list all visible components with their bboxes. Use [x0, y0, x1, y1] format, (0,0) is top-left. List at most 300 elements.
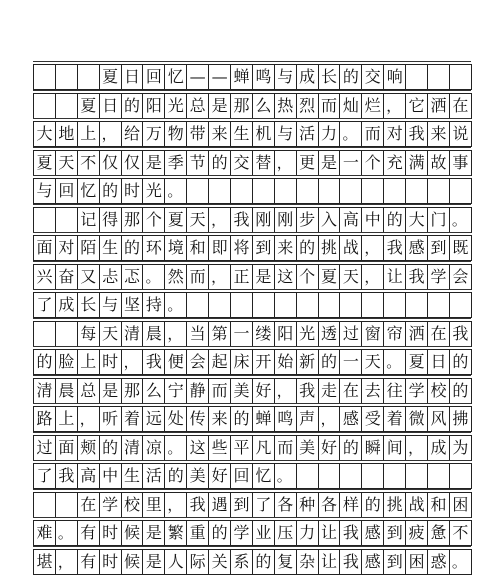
grid-cell [56, 322, 78, 346]
grid-cell: 校 [122, 493, 144, 517]
grid-cell: 感 [406, 236, 428, 260]
grid-cell: 起 [209, 350, 231, 374]
grid-cell: 遇 [209, 493, 231, 517]
grid-cell: 在 [78, 493, 100, 517]
grid-cell: 好 [253, 379, 275, 403]
grid-cell [253, 179, 275, 203]
grid-cell [231, 293, 253, 317]
grid-cell: 我 [406, 265, 428, 289]
grid-cell: 。 [275, 464, 297, 488]
grid-cell [406, 179, 428, 203]
grid-cell: 新 [297, 350, 319, 374]
grid-cell: 即 [209, 236, 231, 260]
grid-cell: 兴 [34, 265, 56, 289]
essay-line [33, 520, 472, 546]
grid-cell: 时 [100, 550, 122, 574]
grid-cell: 更 [297, 151, 319, 175]
grid-cell: 的 [100, 179, 122, 203]
grid-cell: 与 [275, 122, 297, 146]
row-separator [33, 318, 471, 319]
grid-cell: 交 [231, 151, 253, 175]
grid-cell: 不 [78, 151, 100, 175]
grid-cell: 是 [209, 94, 231, 118]
row-separator [33, 289, 471, 290]
grid-cell: 高 [340, 208, 362, 232]
grid-cell: ， [56, 550, 78, 574]
grid-cell: 天 [187, 208, 209, 232]
grid-cell: 的 [209, 521, 231, 545]
grid-cell: 长 [78, 293, 100, 317]
grid-cell [56, 65, 78, 89]
grid-cell: 忐 [100, 265, 122, 289]
grid-cell: 过 [34, 436, 56, 460]
grid-cell: 到 [231, 493, 253, 517]
row-separator [33, 375, 471, 376]
grid-cell: 晨 [143, 322, 165, 346]
grid-cell: 而 [187, 265, 209, 289]
grid-cell [56, 208, 78, 232]
grid-cell: 给 [122, 122, 144, 146]
grid-cell [362, 293, 384, 317]
grid-cell [34, 208, 56, 232]
grid-cell: 美 [297, 436, 319, 460]
grid-cell: 候 [122, 550, 144, 574]
grid-cell: 上 [78, 122, 100, 146]
row-separator [33, 147, 471, 148]
grid-cell: 着 [122, 407, 144, 431]
grid-cell: 堪 [34, 550, 56, 574]
grid-cell: 的 [319, 350, 341, 374]
essay-line [33, 549, 472, 575]
grid-cell: 惑 [428, 550, 450, 574]
grid-cell: 光 [297, 322, 319, 346]
grid-cell: 是 [100, 379, 122, 403]
row-separator [33, 546, 471, 547]
grid-cell: 忑 [122, 265, 144, 289]
grid-cell: 的 [340, 65, 362, 89]
grid-cell: ， [165, 322, 187, 346]
grid-cell: 脸 [56, 350, 78, 374]
grid-cell [297, 464, 319, 488]
grid-cell [209, 293, 231, 317]
essay-line [33, 463, 472, 489]
grid-cell: 回 [143, 65, 165, 89]
grid-cell: 那 [122, 379, 144, 403]
grid-cell: 过 [340, 322, 362, 346]
grid-cell: 好 [209, 464, 231, 488]
grid-cell: 我 [56, 464, 78, 488]
grid-cell: 当 [187, 322, 209, 346]
grid-cell: 来 [275, 236, 297, 260]
grid-cell: 阳 [143, 94, 165, 118]
grid-cell: 而 [275, 436, 297, 460]
grid-cell: 让 [319, 521, 341, 545]
grid-cell: 在 [428, 322, 450, 346]
grid-cell: 人 [165, 550, 187, 574]
grid-cell: 感 [362, 521, 384, 545]
grid-cell: 成 [428, 436, 450, 460]
grid-cell: ， [275, 379, 297, 403]
grid-cell: — [187, 65, 209, 89]
grid-cell: 陌 [78, 236, 100, 260]
grid-cell: 到 [253, 236, 275, 260]
grid-cell: 境 [165, 236, 187, 260]
grid-cell [78, 65, 100, 89]
grid-cell: 一 [231, 322, 253, 346]
grid-cell: 它 [406, 94, 428, 118]
grid-cell: 的 [450, 379, 472, 403]
grid-cell: 候 [122, 521, 144, 545]
grid-cell: 烈 [297, 94, 319, 118]
grid-cell: 了 [34, 464, 56, 488]
grid-cell: 而 [362, 122, 384, 146]
grid-cell: 清 [122, 436, 144, 460]
grid-cell: ， [362, 265, 384, 289]
grid-cell: 拂 [450, 407, 472, 431]
grid-cell: 瞬 [362, 436, 384, 460]
grid-cell: 便 [165, 350, 187, 374]
grid-cell: 远 [143, 407, 165, 431]
grid-cell [319, 179, 341, 203]
grid-cell [253, 293, 275, 317]
grid-cell: 充 [384, 151, 406, 175]
grid-cell: 将 [231, 236, 253, 260]
grid-cell [56, 493, 78, 517]
grid-cell: 到 [384, 521, 406, 545]
grid-cell: 清 [122, 322, 144, 346]
grid-cell: 我 [340, 521, 362, 545]
grid-cell: 是 [319, 151, 341, 175]
grid-cell: 。 [384, 350, 406, 374]
grid-cell: 听 [100, 407, 122, 431]
grid-cell [275, 293, 297, 317]
essay-line [33, 492, 472, 518]
grid-cell: 生 [122, 464, 144, 488]
grid-cell: ， [209, 208, 231, 232]
grid-cell: 杂 [297, 550, 319, 574]
grid-cell: 我 [406, 122, 428, 146]
grid-cell: 满 [406, 151, 428, 175]
grid-cell: 物 [165, 122, 187, 146]
grid-cell: 挑 [384, 493, 406, 517]
grid-cell: 凡 [253, 436, 275, 460]
grid-cell: 困 [406, 550, 428, 574]
grid-cell: 万 [143, 122, 165, 146]
grid-cell [319, 464, 341, 488]
grid-cell: 风 [428, 407, 450, 431]
grid-cell: 挑 [319, 236, 341, 260]
grid-cell: 天 [340, 265, 362, 289]
grid-cell: 忆 [253, 464, 275, 488]
grid-cell: 惫 [428, 521, 450, 545]
grid-cell: 对 [384, 122, 406, 146]
row-separator [33, 118, 471, 119]
grid-cell: 刚 [253, 208, 275, 232]
grid-cell: 平 [231, 436, 253, 460]
grid-cell: 夏 [34, 151, 56, 175]
grid-cell: 个 [297, 265, 319, 289]
grid-cell: 生 [231, 122, 253, 146]
grid-cell: 和 [187, 236, 209, 260]
grid-cell [340, 293, 362, 317]
grid-cell [428, 179, 450, 203]
grid-cell: 说 [450, 122, 472, 146]
row-separator [33, 346, 471, 347]
grid-cell: 么 [253, 94, 275, 118]
grid-cell [450, 293, 472, 317]
essay-line [33, 121, 472, 147]
grid-cell: 声 [297, 407, 319, 431]
grid-cell: 时 [100, 521, 122, 545]
grid-cell: 交 [362, 65, 384, 89]
grid-cell: 大 [34, 122, 56, 146]
grid-cell: 与 [34, 179, 56, 203]
grid-cell: 的 [231, 407, 253, 431]
grid-cell: ， [384, 94, 406, 118]
grid-cell: 带 [187, 122, 209, 146]
grid-cell: 学 [100, 493, 122, 517]
grid-cell: 日 [428, 350, 450, 374]
grid-cell: 力 [319, 122, 341, 146]
grid-cell: 美 [231, 379, 253, 403]
grid-cell: 洒 [428, 94, 450, 118]
grid-cell [406, 65, 428, 89]
grid-cell: 。 [165, 293, 187, 317]
grid-cell: 每 [78, 322, 100, 346]
grid-cell [319, 293, 341, 317]
grid-cell: 日 [122, 65, 144, 89]
grid-cell: ， [362, 236, 384, 260]
grid-cell: 又 [78, 265, 100, 289]
grid-cell: 我 [143, 350, 165, 374]
grid-cell [406, 293, 428, 317]
grid-cell: 始 [275, 350, 297, 374]
grid-cell: 。 [165, 179, 187, 203]
essay-line [33, 435, 472, 461]
grid-cell: 总 [78, 379, 100, 403]
grid-cell: 奋 [56, 265, 78, 289]
grid-cell: 在 [340, 379, 362, 403]
grid-cell: 到 [384, 550, 406, 574]
grid-cell: 记 [78, 208, 100, 232]
grid-cell: 样 [340, 493, 362, 517]
grid-cell: 了 [34, 293, 56, 317]
grid-cell: 。 [165, 436, 187, 460]
grid-cell: ， [275, 151, 297, 175]
row-separator [33, 90, 471, 91]
grid-cell: 会 [187, 350, 209, 374]
grid-cell: 开 [253, 350, 275, 374]
grid-cell: 天 [362, 350, 384, 374]
grid-cell: 忆 [165, 65, 187, 89]
grid-cell: 颊 [78, 436, 100, 460]
grid-cell [297, 179, 319, 203]
grid-cell: 战 [406, 493, 428, 517]
grid-cell: 各 [319, 493, 341, 517]
grid-cell: 校 [428, 379, 450, 403]
row-separator [33, 232, 471, 233]
grid-cell [187, 179, 209, 203]
grid-cell: 么 [143, 379, 165, 403]
grid-cell: 我 [187, 493, 209, 517]
grid-cell: 系 [231, 550, 253, 574]
grid-cell: 光 [165, 94, 187, 118]
grid-cell: 的 [384, 208, 406, 232]
grid-cell: 仅 [100, 151, 122, 175]
grid-cell: 关 [209, 550, 231, 574]
grid-cell: 的 [297, 236, 319, 260]
grid-cell: 夏 [319, 265, 341, 289]
essay-line [33, 406, 472, 432]
grid-cell: 一 [340, 151, 362, 175]
grid-cell: 的 [34, 350, 56, 374]
grid-cell: 活 [143, 464, 165, 488]
grid-cell: 晨 [56, 379, 78, 403]
grid-cell [428, 464, 450, 488]
grid-cell [209, 179, 231, 203]
grid-cell [428, 293, 450, 317]
grid-cell: 夏 [406, 350, 428, 374]
grid-cell: 的 [209, 151, 231, 175]
grid-cell: 的 [122, 94, 144, 118]
grid-cell: 的 [122, 236, 144, 260]
grid-cell: 而 [319, 94, 341, 118]
grid-cell: 和 [428, 493, 450, 517]
grid-cell: 步 [297, 208, 319, 232]
grid-cell: 光 [143, 179, 165, 203]
grid-cell: 成 [297, 65, 319, 89]
grid-cell: 这 [187, 436, 209, 460]
grid-cell [34, 322, 56, 346]
grid-cell: 生 [100, 236, 122, 260]
grid-cell [340, 179, 362, 203]
grid-cell: 个 [362, 151, 384, 175]
grid-cell: 业 [253, 521, 275, 545]
row-separator [33, 460, 471, 461]
grid-cell: 感 [362, 550, 384, 574]
row-separator [33, 517, 471, 518]
essay-line [33, 321, 472, 347]
grid-cell [450, 65, 472, 89]
grid-cell: 种 [297, 493, 319, 517]
grid-cell: 大 [406, 208, 428, 232]
grid-cell: 那 [122, 208, 144, 232]
grid-cell: 高 [78, 464, 100, 488]
grid-cell: 长 [319, 65, 341, 89]
grid-cell: 得 [100, 208, 122, 232]
grid-cell: 里 [143, 493, 165, 517]
essay-line [33, 349, 472, 375]
grid-cell: ， [319, 407, 341, 431]
grid-cell: 繁 [165, 521, 187, 545]
grid-cell: 是 [143, 521, 165, 545]
grid-cell: 蝉 [253, 407, 275, 431]
essay-line [33, 178, 472, 204]
row-separator [33, 61, 471, 62]
grid-cell: 总 [187, 94, 209, 118]
grid-cell: 个 [143, 208, 165, 232]
grid-cell [362, 179, 384, 203]
grid-cell: 夏 [78, 94, 100, 118]
grid-cell: 缕 [253, 322, 275, 346]
grid-cell: 学 [231, 521, 253, 545]
grid-cell: 活 [297, 122, 319, 146]
grid-cell: 难 [34, 521, 56, 545]
grid-cell: 第 [209, 322, 231, 346]
grid-cell: 对 [56, 236, 78, 260]
grid-cell [34, 493, 56, 517]
grid-cell: 处 [165, 407, 187, 431]
grid-cell: 在 [450, 94, 472, 118]
grid-cell: 阳 [275, 322, 297, 346]
grid-cell: ， [122, 350, 144, 374]
grid-cell: 宁 [165, 379, 187, 403]
grid-cell: 了 [253, 493, 275, 517]
essay-line [33, 150, 472, 176]
grid-cell: 与 [100, 293, 122, 317]
grid-cell: 路 [34, 407, 56, 431]
essay-line [33, 264, 472, 290]
grid-cell: 好 [319, 436, 341, 460]
grid-cell: 的 [450, 350, 472, 374]
grid-cell: 往 [384, 379, 406, 403]
essay-line [33, 207, 472, 233]
grid-cell: 去 [362, 379, 384, 403]
grid-cell: 既 [450, 236, 472, 260]
grid-cell: 是 [253, 265, 275, 289]
grid-cell: 。 [56, 521, 78, 545]
grid-cell: 热 [275, 94, 297, 118]
grid-cell: 。 [340, 122, 362, 146]
grid-cell: 。 [450, 208, 472, 232]
grid-cell: 仅 [122, 151, 144, 175]
grid-cell: 些 [209, 436, 231, 460]
grid-cell: 各 [275, 493, 297, 517]
grid-cell: 的 [362, 493, 384, 517]
grid-cell: 清 [34, 379, 56, 403]
grid-cell: ， [100, 122, 122, 146]
grid-cell: 正 [231, 265, 253, 289]
grid-cell: 战 [340, 236, 362, 260]
grid-cell: 让 [384, 265, 406, 289]
grid-cell: 会 [450, 265, 472, 289]
grid-cell: 蝉 [231, 65, 253, 89]
grid-cell: 来 [209, 122, 231, 146]
grid-cell [384, 293, 406, 317]
grid-cell: 让 [319, 550, 341, 574]
grid-cell: — [209, 65, 231, 89]
grid-cell: 这 [275, 265, 297, 289]
grid-cell: 地 [56, 122, 78, 146]
grid-cell: 我 [340, 550, 362, 574]
grid-cell: 中 [362, 208, 384, 232]
grid-cell: 复 [275, 550, 297, 574]
grid-cell: 感 [340, 407, 362, 431]
grid-cell: 烂 [362, 94, 384, 118]
grid-cell: 故 [428, 151, 450, 175]
grid-cell: 机 [253, 122, 275, 146]
grid-cell: 际 [187, 550, 209, 574]
grid-cell: 疲 [406, 521, 428, 545]
grid-cell: 我 [297, 379, 319, 403]
grid-cell: 一 [340, 350, 362, 374]
grid-cell: 门 [428, 208, 450, 232]
grid-cell: 美 [187, 464, 209, 488]
grid-cell [406, 464, 428, 488]
grid-cell [340, 464, 362, 488]
grid-cell: 洒 [406, 322, 428, 346]
grid-cell: 节 [187, 151, 209, 175]
